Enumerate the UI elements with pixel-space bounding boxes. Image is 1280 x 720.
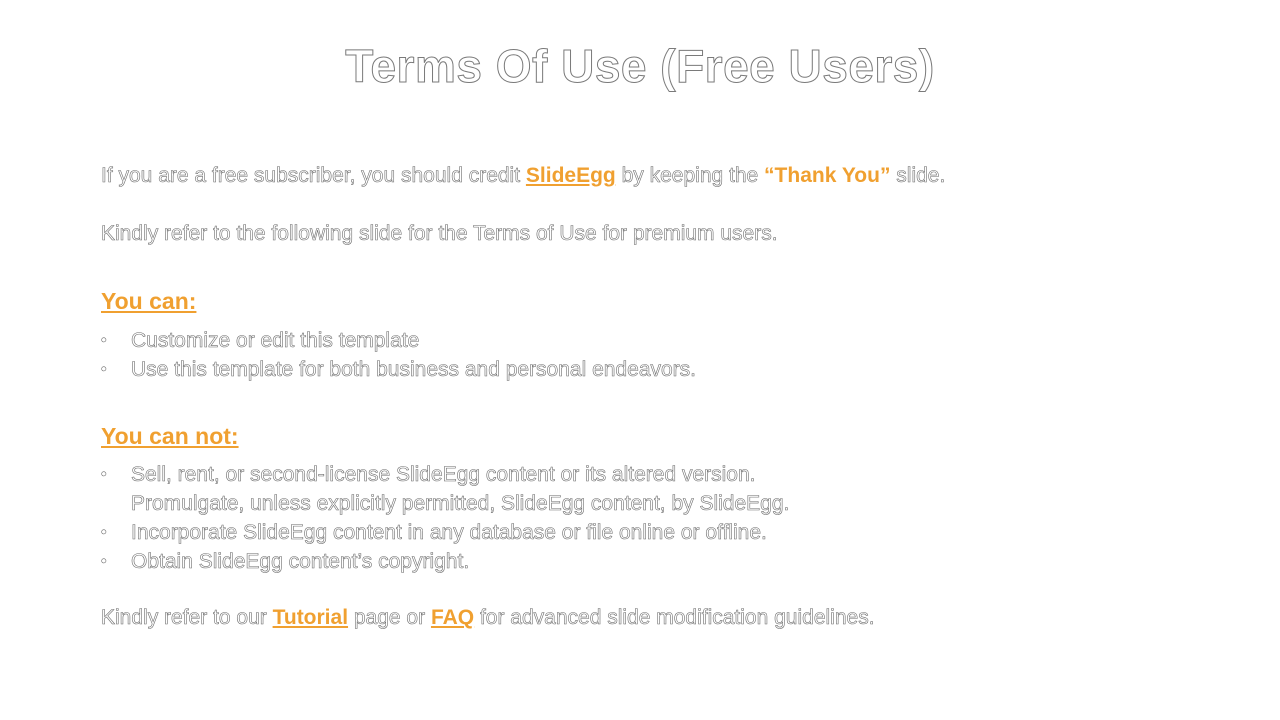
thank-you-highlight: “Thank You”: [764, 164, 891, 187]
intro-text-end: slide.: [890, 164, 946, 187]
you-can-not-list: [101, 460, 789, 576]
bullet-icon: •: [101, 332, 107, 349]
list-item-text: Obtain SlideEgg content’s copyright.: [131, 550, 470, 573]
footer-text-end: for advanced slide modification guidelines.: [474, 606, 875, 629]
list-item: [101, 326, 696, 355]
you-can-heading: You can:: [101, 288, 197, 314]
tutorial-link[interactable]: Tutorial: [272, 606, 349, 629]
list-item-text: Promulgate, unless explicitly permitted, SlideEgg content, by SlideEgg.: [131, 492, 790, 515]
you-can-list: [101, 326, 696, 384]
slideegg-link[interactable]: SlideEgg: [525, 164, 616, 187]
list-item: [101, 547, 789, 576]
list-item: [101, 355, 696, 384]
footer-text-start: Kindly refer to our: [101, 606, 273, 629]
you-can-not-heading: You can not:: [101, 423, 239, 449]
bullet-icon: •: [101, 553, 107, 570]
footer-paragraph: [101, 604, 1201, 632]
bullet-icon: •: [101, 524, 107, 541]
footer-text-middle: page or: [348, 606, 431, 629]
intro-text-middle: by keeping the: [615, 164, 765, 187]
bullet-icon: •: [101, 361, 107, 378]
refer-premium-paragraph: Kindly refer to the following slide for the Terms of Use for premium users.: [101, 222, 778, 245]
list-item: [101, 460, 789, 489]
page-title: Terms Of Use (Free Users): [345, 40, 935, 92]
list-item-text: Sell, rent, or second-license SlideEgg content or its altered version.: [131, 463, 756, 486]
intro-paragraph: [101, 162, 1201, 190]
list-item-text: Customize or edit this template: [131, 329, 420, 352]
list-item: [101, 489, 789, 518]
list-item: [101, 518, 789, 547]
bullet-icon: •: [101, 466, 107, 483]
intro-text-start: If you are a free subscriber, you should credit: [101, 164, 526, 187]
faq-link[interactable]: FAQ: [430, 606, 475, 629]
list-item-text: Use this template for both business and personal endeavors.: [131, 358, 697, 381]
list-item-text: Incorporate SlideEgg content in any database or file online or offline.: [131, 521, 767, 544]
